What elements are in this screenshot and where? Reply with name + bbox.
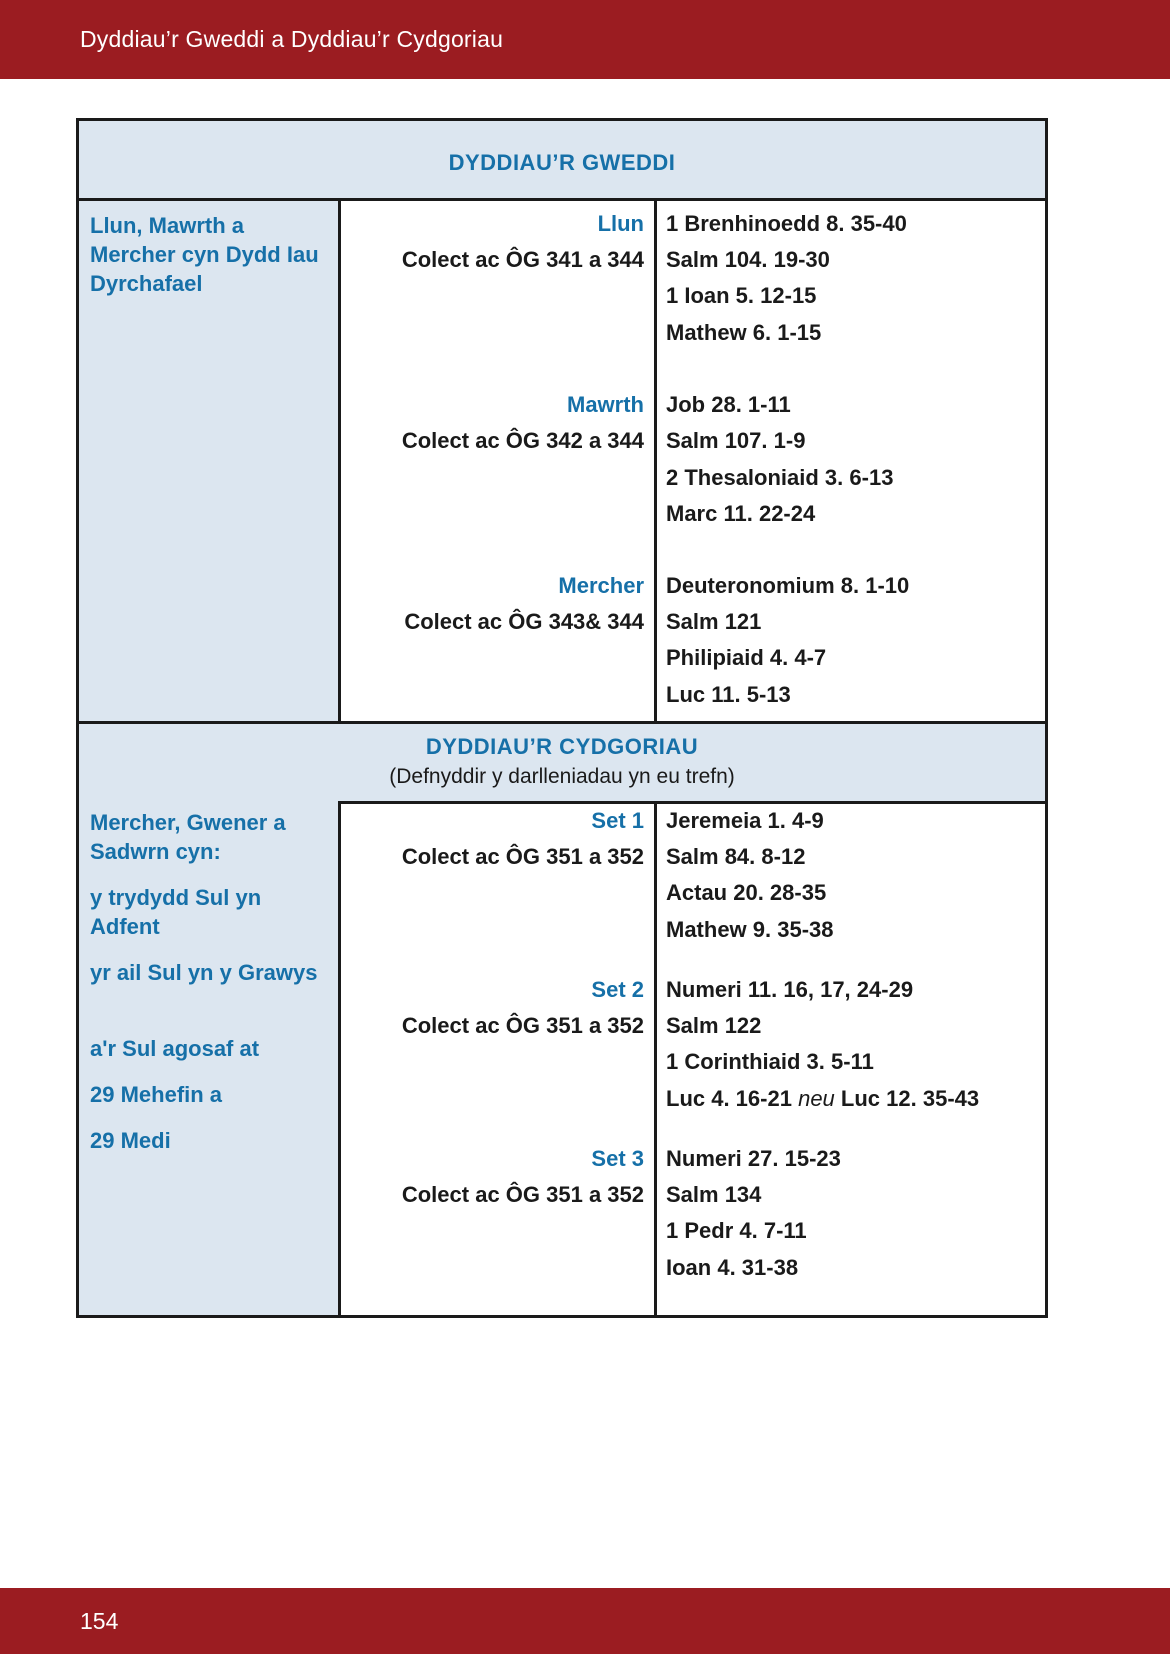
footer-bar	[0, 1588, 1170, 1654]
reading: Deuteronomium 8. 1-10	[666, 573, 910, 598]
left-column	[79, 801, 341, 1315]
reading: Marc 11. 22-24	[666, 501, 816, 526]
reading: Actau 20. 28-35	[666, 880, 827, 905]
left-column	[79, 201, 341, 721]
collect-text: Colect ac ÔG 342 a 344	[401, 428, 644, 453]
reading: Numeri 27. 15-23	[666, 1146, 841, 1171]
readings-table	[76, 118, 1048, 1318]
connector-word: neu	[798, 1086, 835, 1111]
collect-text: Colect ac ÔG 343& 344	[404, 609, 644, 634]
section-header-cydgoriau	[79, 721, 1045, 804]
reading: Mathew 9. 35-38	[666, 917, 834, 942]
reading: 1 Brenhinoedd 8. 35-40	[666, 211, 907, 236]
occasion-text: 29 Mehefin a	[90, 1082, 223, 1107]
section-header-gweddi	[79, 121, 1045, 201]
occasion-text: yr ail Sul yn y Grawys	[90, 960, 318, 985]
set-label: Set 3	[591, 1146, 644, 1171]
reading-alternative	[666, 1086, 979, 1112]
reading: Salm 107. 1-9	[666, 428, 806, 453]
reading: Philipiaid 4. 4-7	[666, 645, 827, 670]
reading: Jeremeia 1. 4-9	[666, 808, 824, 833]
day-label: Mawrth	[567, 392, 644, 417]
collect-text: Colect ac ÔG 351 a 352	[401, 1013, 644, 1038]
reading: Mathew 6. 1-15	[666, 320, 822, 345]
occasion-text: 29 Medi	[90, 1128, 171, 1153]
middle-column	[341, 801, 657, 1315]
reading-part: Luc 12. 35-43	[840, 1086, 980, 1111]
reading: Ioan 4. 31-38	[666, 1255, 799, 1280]
reading: 1 Corinthiaid 3. 5-11	[666, 1049, 874, 1074]
collect-text: Colect ac ÔG 351 a 352	[401, 1182, 644, 1207]
reading: Salm 121	[666, 609, 762, 634]
section-title: DYDDIAU’R GWEDDI	[448, 150, 676, 175]
reading: Salm 122	[666, 1013, 762, 1038]
middle-column	[341, 201, 657, 721]
section-title: DYDDIAU’R CYDGORIAU	[425, 734, 699, 759]
day-label: Mercher	[558, 573, 644, 598]
page-number: 154	[80, 1608, 119, 1634]
occasion-text: y trydydd Sul yn Adfent	[90, 885, 262, 939]
day-label: Llun	[597, 211, 644, 236]
occasion-text: Mercher, Gwener a Sadwrn cyn:	[90, 810, 286, 864]
reading-part: Luc 4. 16-21	[666, 1086, 792, 1111]
running-header: Dyddiau’r Gweddi a Dyddiau’r Cydgoriau	[80, 26, 504, 52]
collect-text: Colect ac ÔG 341 a 344	[401, 247, 644, 272]
set-label: Set 2	[591, 977, 644, 1002]
reading: Job 28. 1-11	[666, 392, 791, 417]
reading: 1 Pedr 4. 7-11	[666, 1218, 807, 1243]
reading: 2 Thesaloniaid 3. 6-13	[666, 465, 894, 490]
reading: Salm 134	[666, 1182, 762, 1207]
collect-text: Colect ac ÔG 351 a 352	[401, 844, 644, 869]
section-subtitle: (Defnyddir y darlleniadau yn eu trefn)	[389, 765, 735, 788]
reading: Salm 84. 8-12	[666, 844, 806, 869]
occasion-text: Llun, Mawrth a Mercher cyn Dydd Iau Dyrchafael	[90, 213, 319, 296]
set-label: Set 1	[591, 808, 644, 833]
occasion-text: a'r Sul agosaf at	[90, 1036, 260, 1061]
reading: Luc 11. 5-13	[666, 682, 791, 707]
reading: Numeri 11. 16, 17, 24-29	[666, 977, 914, 1002]
reading: Salm 104. 19-30	[666, 247, 830, 272]
reading: 1 Ioan 5. 12-15	[666, 283, 817, 308]
